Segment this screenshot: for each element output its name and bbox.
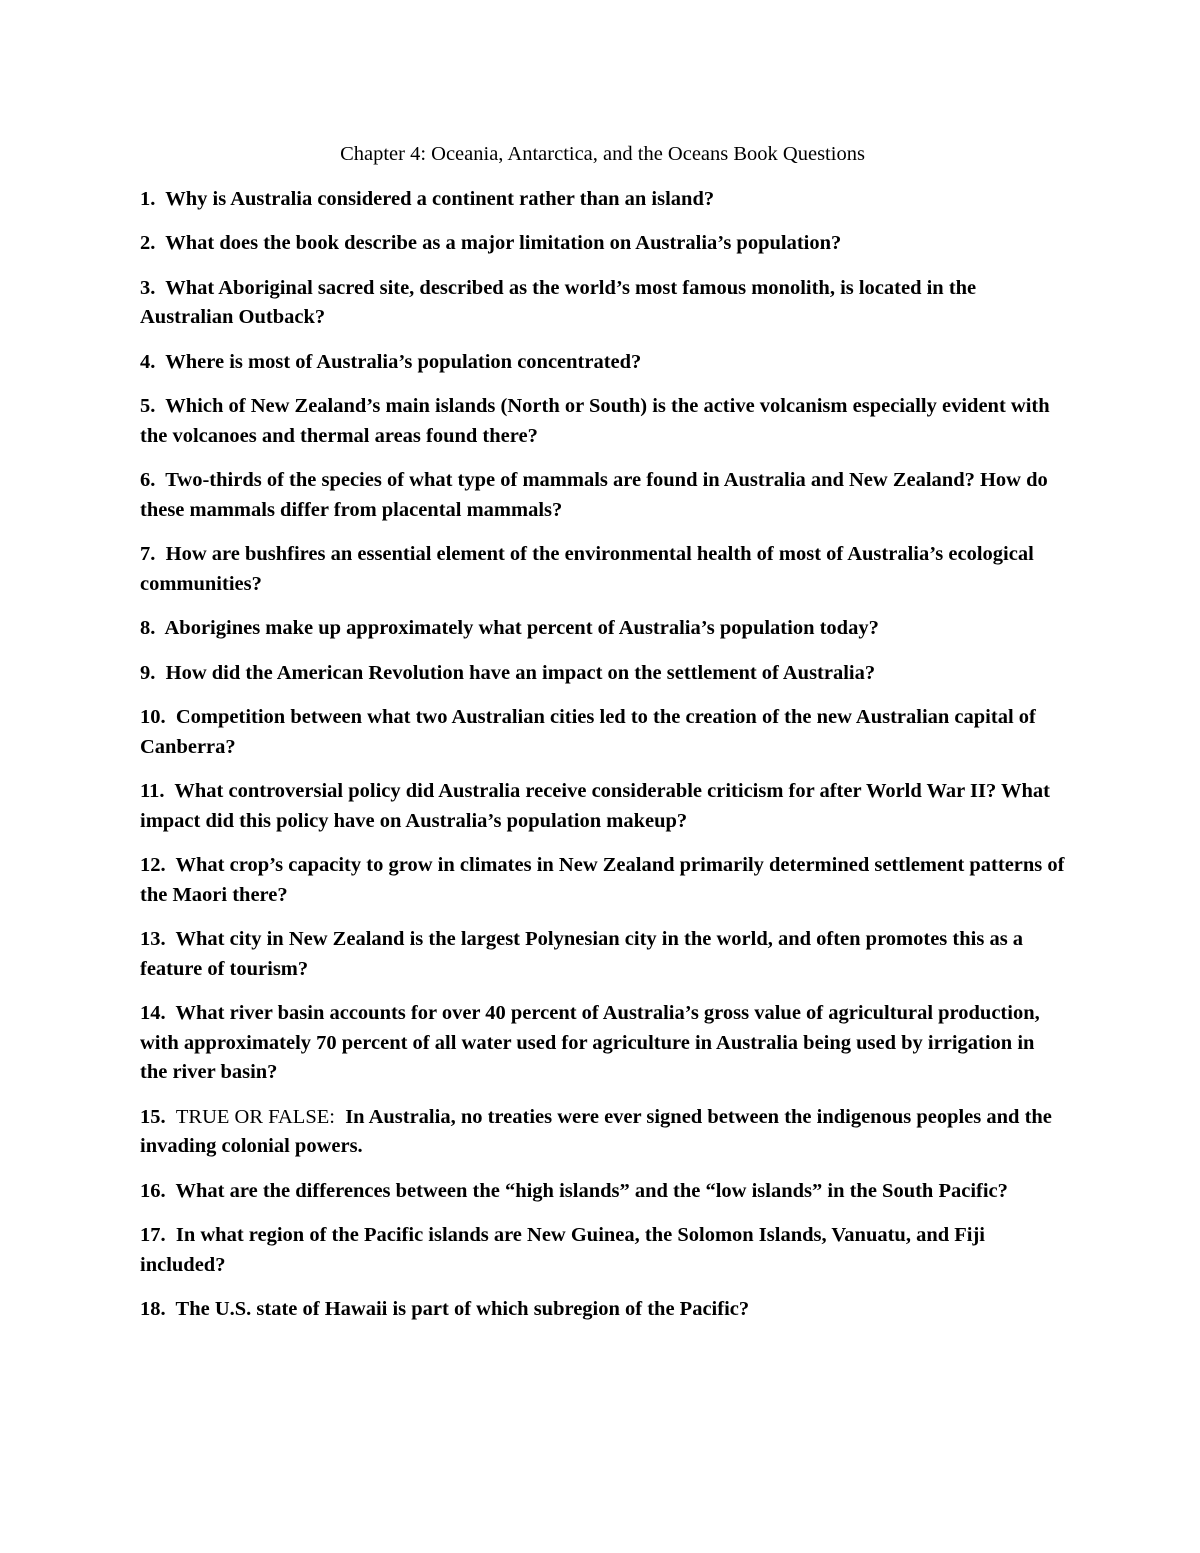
question-number: 13. [140, 928, 166, 950]
question-11 [140, 777, 1065, 836]
question-number: 17. [140, 1224, 166, 1246]
question-text: How did the American Revolution have an impact on the settlement of Australia? [165, 661, 876, 684]
question-number: 5. [140, 395, 156, 417]
question-18 [140, 1295, 1065, 1325]
question-text: How are bushfires an essential element of the environmental health of most of Australia’s ecological communities? [140, 543, 1034, 595]
question-text: What are the differences between the “high islands” and the “low islands” in the South Pacific? [175, 1179, 1008, 1202]
document-page [140, 140, 1065, 1340]
question-number: 9. [140, 661, 156, 684]
question-number: 11. [140, 780, 165, 802]
question-text: What crop’s capacity to grow in climates in New Zealand primarily determined settlement patterns of the Maori there? [140, 854, 1065, 906]
question-14 [140, 999, 1065, 1088]
question-text: The U.S. state of Hawaii is part of which subregion of the Pacific? [175, 1298, 750, 1320]
question-number: 4. [140, 350, 156, 373]
question-text: What river basin accounts for over 40 percent of Australia’s gross value of agricultural production, with approximately 70 percent of all water used for agriculture in Australia being used by irrigation in the river basin? [140, 1002, 1040, 1083]
question-17 [140, 1221, 1065, 1280]
question-13 [140, 925, 1065, 984]
question-9 [140, 659, 1065, 689]
question-text: Why is Australia considered a continent rather than an island? [165, 187, 715, 210]
question-number: 1. [140, 187, 156, 210]
document-title: Chapter 4: Oceania, Antarctica, and the Oceans Book Questions [340, 143, 865, 165]
question-number: 8. [140, 617, 156, 639]
question-10 [140, 703, 1065, 762]
question-7 [140, 540, 1065, 599]
question-number: 10. [140, 706, 166, 728]
question-number: 14. [140, 1002, 166, 1024]
question-text: What does the book describe as a major limitation on Australia’s population? [165, 232, 842, 254]
question-number: 2. [140, 232, 156, 254]
question-number: 12. [140, 854, 166, 876]
question-text: Where is most of Australia’s population concentrated? [165, 350, 642, 373]
question-text: What Aboriginal sacred site, described as the world’s most famous monolith, is located in the Australian Outback? [140, 276, 977, 328]
question-16 [140, 1177, 1065, 1207]
question-1 [140, 185, 1065, 215]
question-lead: TRUE OR FALSE: [175, 1105, 335, 1128]
question-text: In what region of the Pacific islands are New Guinea, the Solomon Islands, Vanuatu, and Fiji included? [140, 1224, 985, 1276]
question-2 [140, 229, 1065, 259]
question-text: What city in New Zealand is the largest Polynesian city in the world, and often promotes this as a feature of tourism? [140, 928, 1024, 980]
question-5 [140, 392, 1065, 451]
question-number: 3. [140, 276, 156, 299]
question-6 [140, 466, 1065, 525]
question-3 [140, 274, 1065, 333]
question-number: 15. [140, 1105, 166, 1128]
question-12 [140, 851, 1065, 910]
question-text: Two-thirds of the species of what type of mammals are found in Australia and New Zealand? How do these mammals differ from placental mammals? [140, 469, 1048, 521]
question-15 [140, 1103, 1065, 1162]
question-text: Competition between what two Australian cities led to the creation of the new Australian capital of Canberra? [140, 706, 1036, 758]
question-text: Which of New Zealand’s main islands (North or South) is the active volcanism especially evident with the volcanoes and thermal areas found there? [140, 395, 1050, 447]
question-number: 7. [140, 543, 156, 565]
question-number: 16. [140, 1179, 166, 1202]
question-number: 6. [140, 469, 156, 491]
question-text: What controversial policy did Australia receive considerable criticism for after World War II? What impact did this policy have on Australia’s population makeup? [140, 780, 1050, 832]
question-number: 18. [140, 1298, 166, 1320]
question-text: In Australia, no treaties were ever signed between the indigenous peoples and the invading colonial powers. [140, 1105, 1052, 1157]
question-8 [140, 614, 1065, 644]
question-4 [140, 348, 1065, 378]
question-text: Aborigines make up approximately what percent of Australia’s population today? [164, 617, 879, 639]
